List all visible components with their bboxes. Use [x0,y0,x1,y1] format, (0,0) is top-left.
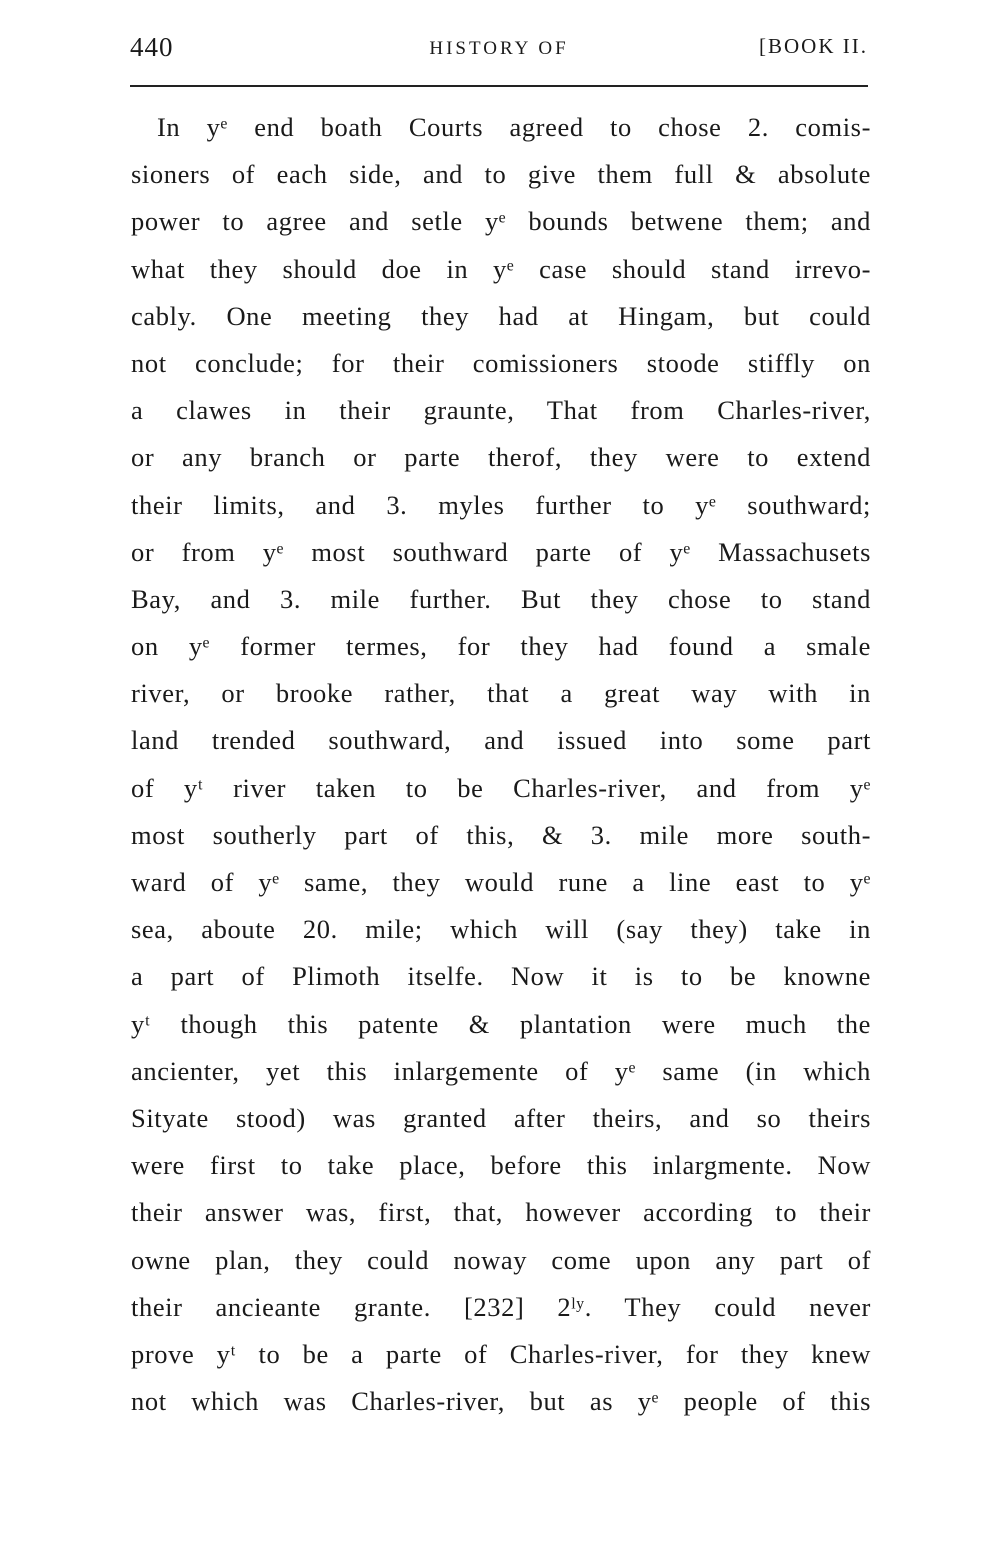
text-line: or from yᵉ most southward parte of yᵉ Massachusets [131,536,871,567]
page-number: 440 [130,32,174,62]
text-line: what they should doe in yᵉ case should stand irrevo- [131,253,871,284]
text-line: yᵗ though this patente & plantation were much the [131,1008,871,1039]
text-line: sea, aboute 20. mile; which will (say they) take in [131,914,871,945]
text-line: cably. One meeting they had at Hingam, but could [131,300,871,331]
text-line: sioners of each side, and to give them full & absolute [131,159,871,190]
text-line: their ancieante grante. [232] 2ˡʸ. They could never [131,1291,871,1322]
text-line: Sityate stood) was granted after theirs, and so theirs [131,1102,871,1133]
running-title: HISTORY OF [429,38,569,59]
book-section-label: [BOOK II. [759,34,868,58]
text-line: owne plan, they could noway come upon any part of [131,1244,871,1275]
text-line: were first to take place, before this inlargmente. Now [131,1150,871,1181]
text-line: ancienter, yet this inlargemente of yᵉ same (in which [131,1055,871,1086]
text-line: a clawes in their graunte, That from Charles-river, [131,395,871,426]
text-line: prove yᵗ to be a parte of Charles-river, for they knew [131,1338,871,1369]
text-line: In yᵉ end boath Courts agreed to chose 2. comis- [157,112,871,142]
text-line: or any branch or parte therof, they were to extend [131,442,871,473]
text-line: land trended southward, and issued into some part [131,725,871,756]
text-line: not which was Charles-river, but as yᵉ people of this [131,1386,871,1417]
text-line: not conclude; for their comissioners stoode stiffly on [131,347,871,378]
header-rule [130,85,868,87]
page-header [130,28,868,68]
text-line: their answer was, first, that, however according to their [131,1197,871,1228]
text-line: on yᵉ former termes, for they had found a smale [131,631,871,662]
text-line: power to agree and setle yᵉ bounds betwene them; and [131,206,871,237]
text-line: river, or brooke rather, that a great way with in [131,678,871,709]
text-line: most southerly part of this, & 3. mile more south- [131,819,871,850]
text-line: ward of yᵉ same, they would rune a line east to yᵉ [131,867,871,897]
text-line: Bay, and 3. mile further. But they chose to stand [131,583,871,614]
text-line: of yᵗ river taken to be Charles-river, and from yᵉ [131,772,871,803]
text-line: a part of Plimoth itselfe. Now it is to be knowne [131,961,871,992]
text-line: their limits, and 3. myles further to yᵉ southward; [131,489,871,520]
body-text [131,104,871,1425]
